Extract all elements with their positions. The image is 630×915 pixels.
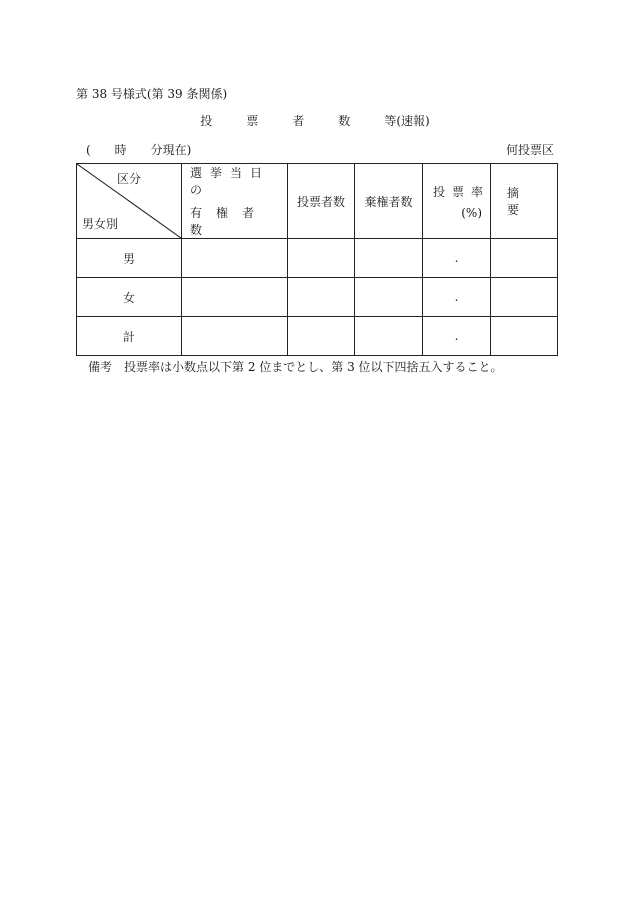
header-remarks xyxy=(491,164,558,239)
title-main: 投 票 者 数 xyxy=(200,114,385,128)
abstainers-cell[interactable] xyxy=(355,317,423,356)
document-title xyxy=(0,112,630,129)
turnout-cell[interactable] xyxy=(423,239,491,278)
eligible-voters-cell[interactable] xyxy=(182,278,288,317)
form-number: 第 38 号様式(第 39 条関係) xyxy=(76,87,228,101)
header-eligible-voters-line1: 選挙当日の xyxy=(190,166,271,197)
row-label: 計 xyxy=(77,317,182,356)
time-line: ( 時 分現在) xyxy=(86,143,192,157)
header-row xyxy=(77,164,558,239)
header-abstainers: 棄権者数 xyxy=(355,164,423,239)
remarks-cell[interactable] xyxy=(491,239,558,278)
decimal-point: . xyxy=(454,290,459,304)
remarks-cell[interactable] xyxy=(491,317,558,356)
district-label: 何投票区 xyxy=(505,143,554,157)
gender-label: 男女別 xyxy=(82,217,119,231)
header-turnout-unit: (%) xyxy=(461,205,482,220)
turnout-cell[interactable] xyxy=(423,278,491,317)
header-turnout-line1: 投票率 xyxy=(433,184,491,199)
header-eligible-voters xyxy=(182,164,288,239)
turnout-cell[interactable] xyxy=(423,317,491,356)
table-row xyxy=(77,239,558,278)
header-remarks-label: 摘要 xyxy=(506,186,541,217)
row-label: 男 xyxy=(77,239,182,278)
voters-cell[interactable] xyxy=(288,317,355,356)
header-diagonal-cell xyxy=(77,164,182,239)
abstainers-cell[interactable] xyxy=(355,278,423,317)
category-label: 区分 xyxy=(116,172,141,186)
eligible-voters-cell[interactable] xyxy=(182,317,288,356)
title-suffix: 等(速報) xyxy=(384,114,430,128)
header-turnout xyxy=(423,164,491,239)
voters-cell[interactable] xyxy=(288,239,355,278)
voters-cell[interactable] xyxy=(288,278,355,317)
abstainers-cell[interactable] xyxy=(355,239,423,278)
footnote: 備考 投票率は小数点以下第 2 位までとし、第 3 位以下四捨五入すること。 xyxy=(88,360,503,374)
decimal-point: . xyxy=(454,251,459,265)
table-row xyxy=(77,278,558,317)
header-voters: 投票者数 xyxy=(288,164,355,239)
decimal-point: . xyxy=(454,329,459,343)
row-label: 女 xyxy=(77,278,182,317)
table-row xyxy=(77,317,558,356)
eligible-voters-cell[interactable] xyxy=(182,239,288,278)
remarks-cell[interactable] xyxy=(491,278,558,317)
header-eligible-voters-line2: 有権者数 xyxy=(190,206,269,237)
tally-table xyxy=(76,163,558,356)
